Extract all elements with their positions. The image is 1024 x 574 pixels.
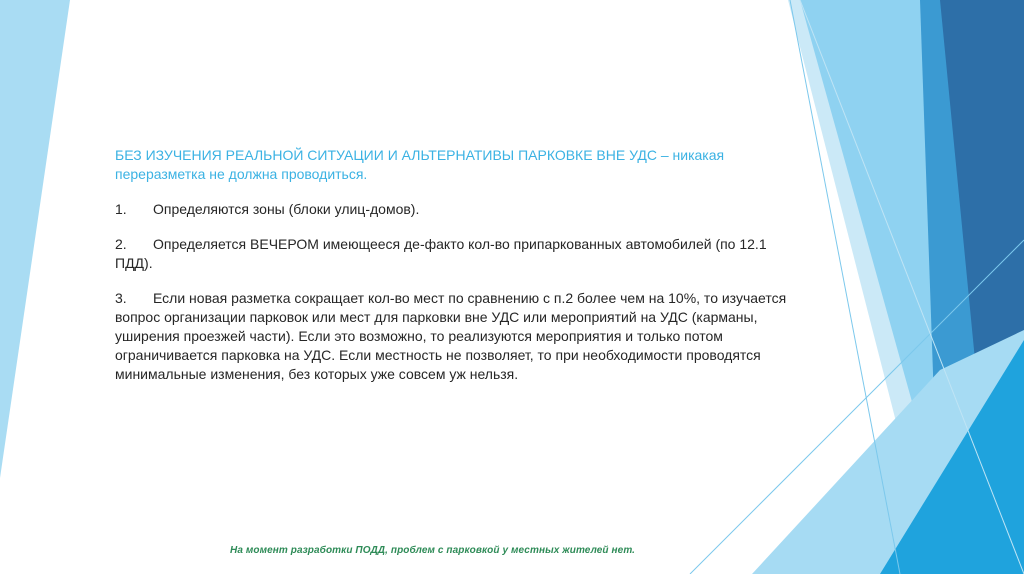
left-light-wedge (0, 0, 70, 478)
slide-content (115, 146, 805, 384)
item-number: 2. (115, 236, 127, 252)
list-item-3 (115, 289, 805, 384)
item-bold-text: ВЕЧЕРОМ (250, 236, 319, 252)
item-number: 3. (115, 290, 127, 306)
heading-caps: БЕЗ ИЗУЧЕНИЯ РЕАЛЬНОЙ СИТУАЦИИ И АЛЬТЕРНАТИВЫ ПАРКОВКЕ ВНЕ УДС (115, 147, 657, 163)
item-number: 1. (115, 201, 127, 217)
item-text-cont: имеющееся де-факто кол-во припаркованных автомобилей (по 12.1 ПДД). (115, 236, 767, 271)
slide-heading (115, 146, 805, 184)
item-text: Если новая разметка сокращает кол-во мест по сравнению с п.2 более чем на 10%, то изучается вопрос организации парковок или мест для парковки вне УДС или мероприятий на УДС (карманы, уширения проезжей части). Если это возможно, то реализуются мероприятия и только потом ограничивается парковка на УДС. Если местность не позволяет, то при необходимости проводятся минимальные изменения, без которых уже совсем уж нельзя. (115, 290, 787, 382)
footer-note: На момент разработки ПОДД, проблем с парковкой у местных жителей нет. (230, 545, 636, 556)
list-item-1 (115, 200, 805, 219)
heading-rest: – никакая переразметка не должна проводиться. (115, 147, 725, 182)
list-item-2 (115, 235, 805, 273)
item-text: Определяются зоны (блоки улиц-домов). (153, 201, 420, 217)
item-text: Определяется (153, 236, 251, 252)
